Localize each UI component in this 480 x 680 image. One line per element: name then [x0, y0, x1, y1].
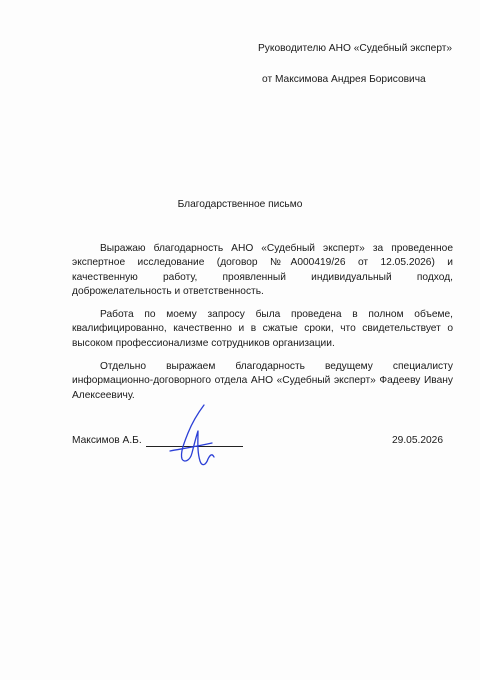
signature-row: [72, 435, 453, 475]
paragraph-specialist: Отдельно выражаем благодарность ведущему специалисту информационно-договорного отдела АНО «Судебный эксперт» Фадееву Ивану Алексеевичу.: [72, 361, 453, 401]
addressee-sender: от Максимова Андрея Борисовича: [262, 74, 426, 85]
paragraph-gratitude: Выражаю благодарность АНО «Судебный эксперт» за проведенное экспертное исследование (договор №А000419/26 от 12.05.2026) и качественную работу, проявленный индивидуальный подход, доброжелательность и ответственность.: [72, 243, 453, 297]
addressee-recipient: Руководителю АНО «Судебный эксперт»: [258, 43, 453, 54]
paragraph-quality: Работа по моему запросу была проведена в полном объеме, квалифицированно, качественно и в сжатые сроки, что свидетельствует о высоком профессионализме сотрудников организации.: [72, 309, 453, 349]
letter-body: [72, 242, 453, 412]
handwritten-signature: [164, 403, 224, 473]
signer-name: Максимов А.Б.: [72, 435, 142, 446]
addressee-block: [258, 42, 468, 87]
letter-date: 29.05.2026: [392, 435, 443, 446]
letter-title: Благодарственное письмо: [177, 199, 303, 210]
